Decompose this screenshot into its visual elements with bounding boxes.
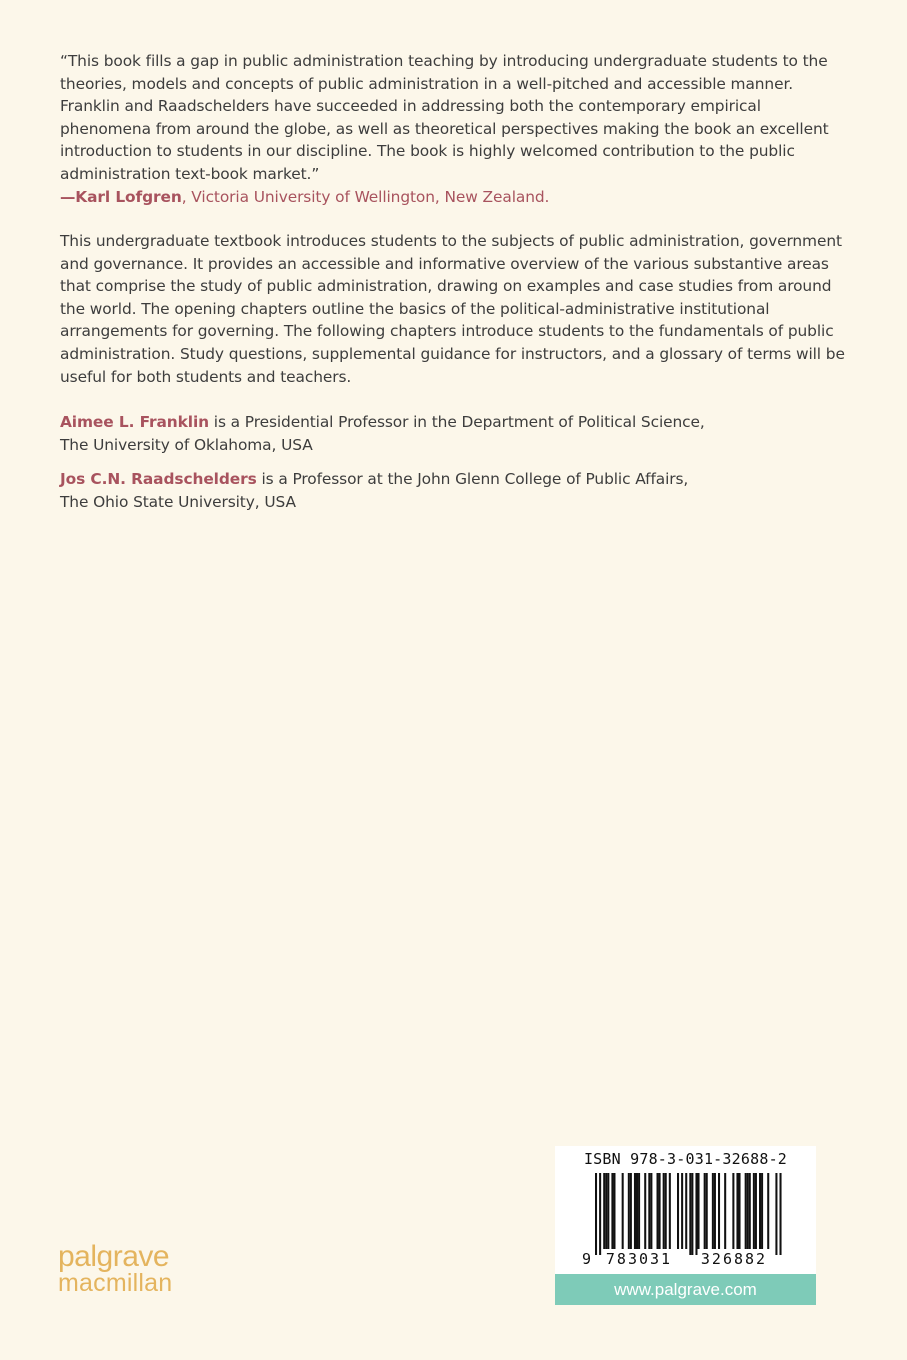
author-name: Aimee L. Franklin bbox=[60, 413, 209, 431]
barcode-bar bbox=[695, 1173, 697, 1255]
barcode-bar bbox=[685, 1173, 687, 1249]
barcode-bar bbox=[698, 1173, 700, 1249]
barcode-bar bbox=[636, 1173, 638, 1249]
book-description bbox=[60, 230, 850, 388]
barcode-bar bbox=[638, 1173, 640, 1249]
isbn-label: ISBN 978-3-031-32688-2 bbox=[583, 1150, 788, 1168]
barcode-bar bbox=[669, 1173, 671, 1249]
barcode-bar bbox=[767, 1173, 769, 1249]
barcode-bar bbox=[755, 1173, 757, 1249]
barcode-bar bbox=[761, 1173, 763, 1249]
quote-author-name: —Karl Lofgren bbox=[60, 187, 182, 206]
barcode-bar bbox=[732, 1173, 734, 1249]
barcode-bar bbox=[644, 1173, 646, 1249]
barcode-bar bbox=[681, 1173, 683, 1249]
barcode-bar bbox=[628, 1173, 630, 1249]
barcode-bar bbox=[775, 1173, 777, 1255]
barcode-bar bbox=[603, 1173, 605, 1249]
palgrave-macmillan-logo bbox=[58, 1240, 173, 1297]
barcode-bar bbox=[659, 1173, 661, 1249]
logo-text-palgrave: palgrave bbox=[58, 1240, 170, 1273]
barcode-bar bbox=[622, 1173, 624, 1249]
barcode-bar bbox=[689, 1173, 691, 1255]
barcode-bar bbox=[634, 1173, 636, 1249]
description-text: This undergraduate textbook introduces students to the subjects of public administration, government and governance. It provides an accessible and informative overview of the various substantive areas that comprise the study of public administration, drawing on examples and case studies from around the world. The opening chapters outline the basics of the political-administrative institutional arrangements for governing. The following chapters introduce students to the fundamentals of public administration. Study questions, supplemental guidance for instructors, and a glossary of terms will be useful for both students and teachers. bbox=[60, 232, 845, 386]
barcode-bar bbox=[650, 1173, 652, 1249]
author-institution: The University of Oklahoma, USA bbox=[60, 435, 313, 454]
author-name: Jos C.N. Raadschelders bbox=[60, 470, 257, 488]
barcode-right-digits: 326882 bbox=[700, 1250, 768, 1268]
barcode-bar bbox=[657, 1173, 659, 1249]
barcode-bar bbox=[739, 1173, 741, 1249]
barcode-first-digit: 9 bbox=[582, 1250, 592, 1268]
barcode-bar bbox=[613, 1173, 615, 1249]
author-bio bbox=[60, 468, 850, 513]
logo-text-macmillan: macmillan bbox=[58, 1269, 173, 1297]
isbn-barcode bbox=[555, 1146, 816, 1274]
barcode-bar bbox=[759, 1173, 761, 1249]
publisher-url: www.palgrave.com bbox=[555, 1274, 816, 1305]
barcode-bar bbox=[749, 1173, 751, 1249]
barcode-bar bbox=[611, 1173, 613, 1249]
barcode-bar bbox=[595, 1173, 597, 1255]
barcode-bar bbox=[712, 1173, 714, 1249]
barcode-bar bbox=[736, 1173, 738, 1249]
barcode-bar bbox=[780, 1173, 782, 1255]
barcode-bar bbox=[648, 1173, 650, 1249]
barcode-bar bbox=[607, 1173, 609, 1249]
barcode-bar bbox=[677, 1173, 679, 1249]
barcode-left-digits: 783031 bbox=[605, 1250, 673, 1268]
author-bio-text: is a Professor at the John Glenn College of Public Affairs, bbox=[256, 470, 689, 488]
barcode-bar bbox=[665, 1173, 667, 1249]
barcode-bar bbox=[630, 1173, 632, 1249]
barcode-bar bbox=[691, 1173, 693, 1255]
barcode-bar bbox=[724, 1173, 726, 1249]
barcode-bar bbox=[706, 1173, 708, 1249]
barcode-bar bbox=[605, 1173, 607, 1249]
barcode-graphic bbox=[555, 1146, 816, 1274]
barcode-bar bbox=[704, 1173, 706, 1249]
barcode-bar bbox=[745, 1173, 747, 1249]
barcode-bar bbox=[718, 1173, 720, 1249]
barcode-bar bbox=[714, 1173, 716, 1249]
barcode-bar bbox=[663, 1173, 665, 1249]
author-institution: The Ohio State University, USA bbox=[60, 492, 296, 511]
quote-author-affiliation: , Victoria University of Wellington, New Zealand. bbox=[181, 187, 550, 206]
author-bio-text: is a Presidential Professor in the Department of Political Science, bbox=[208, 413, 705, 431]
barcode-bar bbox=[753, 1173, 755, 1249]
barcode-bars bbox=[595, 1173, 782, 1255]
quote-attribution bbox=[60, 186, 850, 209]
barcode-bar bbox=[747, 1173, 749, 1249]
endorsement-quote bbox=[60, 50, 850, 208]
author-bio bbox=[60, 411, 850, 456]
quote-text: “This book fills a gap in public administration teaching by introducing undergraduate students to the theories, models and concepts of public administration in a well-pitched and accessible manner. Franklin and Raadschelders have succeeded in addressing both the contemporary empirical phenomena from around the globe, as well as theoretical perspectives making the book an excellent introduction to students in our discipline. The book is highly welcomed contribution to the public administration text-book market.” bbox=[60, 52, 829, 183]
barcode-bar bbox=[599, 1173, 601, 1255]
